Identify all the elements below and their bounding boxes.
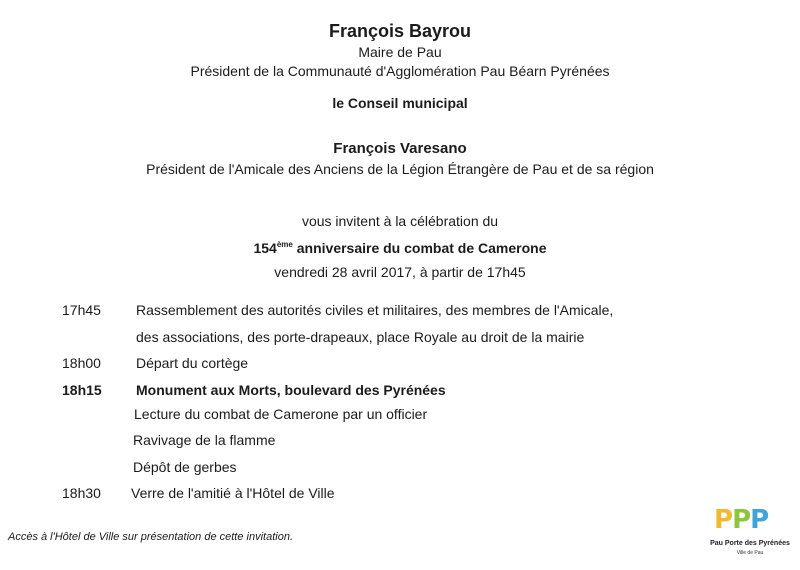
programme-line: Départ du cortège xyxy=(136,355,249,371)
invitation-intro: vous invitent à la célébration du xyxy=(301,213,499,229)
anniversary-title xyxy=(0,240,800,256)
access-note: Accès à l'Hôtel de Ville sur présentation de cette invitation. xyxy=(8,531,294,543)
programme-line: Ravivage de la flamme xyxy=(133,432,276,448)
anniversary-suffix: ème xyxy=(276,240,293,249)
programme-line: Rassemblement des autorités civiles et militaires, des membres de l'Amicale, xyxy=(136,302,614,318)
programme-time: 18h30 xyxy=(62,485,101,501)
programme-time: 18h00 xyxy=(62,355,101,371)
programme-time: 18h15 xyxy=(62,382,102,398)
council-name: le Conseil municipal xyxy=(332,95,468,111)
programme-time: 17h45 xyxy=(62,302,101,318)
mayor-title: Maire de Pau xyxy=(358,44,442,60)
programme-line: Lecture du combat de Camerone par un officier xyxy=(134,406,428,422)
event-date: vendredi 28 avril 2017, à partir de 17h45 xyxy=(274,264,526,280)
programme-line: Dépôt de gerbes xyxy=(133,459,237,475)
anniversary-rest: anniversaire du combat de Camerone xyxy=(292,240,547,256)
ppp-logo-letters: PPP xyxy=(714,505,769,535)
mayor-title-agglomeration: Président de la Communauté d'Agglomération Pau Béarn Pyrénées xyxy=(190,63,610,79)
programme-line: des associations, des porte-drapeaux, place Royale au droit de la mairie xyxy=(136,329,585,345)
anniversary-number: 154 xyxy=(253,240,277,256)
programme-line: Verre de l'amitié à l'Hôtel de Ville xyxy=(131,485,335,501)
mayor-name: François Bayrou xyxy=(328,21,472,41)
logo-name: Pau Porte des Pyrénées xyxy=(710,540,790,547)
president-title: Président de l'Amicale des Anciens de la Légion Étrangère de Pau et de sa région xyxy=(146,161,654,177)
programme-line: Monument aux Morts, boulevard des Pyrénées xyxy=(136,382,446,398)
city-logo xyxy=(704,504,796,564)
logo-sub: Ville de Pau xyxy=(736,550,764,556)
president-name: François Varesano xyxy=(333,140,467,157)
